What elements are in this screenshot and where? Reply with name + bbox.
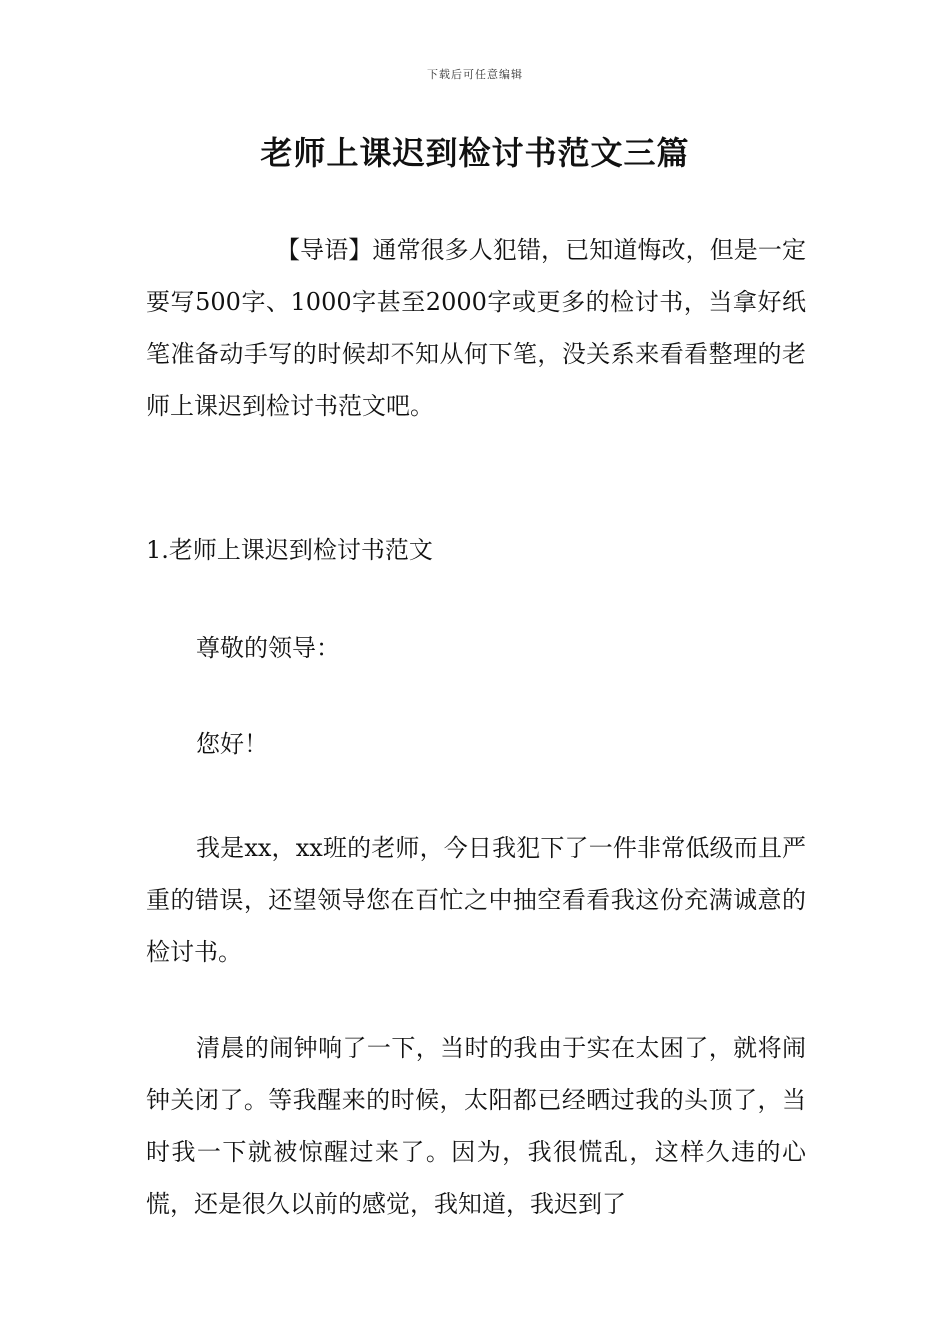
body-paragraph-1: 我是xx，xx班的老师，今日我犯下了一件非常低级而且严重的错误，还望领导您在百忙之中抽空看看我这份充满诚意的检讨书。	[146, 834, 806, 966]
body-paragraph-2: 清晨的闹钟响了一下，当时的我由于实在太困了，就将闹钟关闭了。等我醒来的时候，太阳都已经晒过我的头顶了，当时我一下就被惊醒过来了。因为，我很慌乱，这样久违的心慌，还是很久以前的感觉，我知道，我迟到了	[146, 1034, 806, 1218]
header-note: 下载后可任意编辑	[427, 68, 523, 81]
salutation: 尊敬的领导：	[196, 634, 340, 662]
intro-paragraph: 【导语】通常很多人犯错，已知道悔改，但是一定要写500字、1000字甚至2000字或更多的检讨书，当拿好纸笔准备动手写的时候却不知从何下笔，没关系来看看整理的老师上课迟到检讨书范文吧。	[146, 236, 806, 420]
section-heading: 1.老师上课迟到检讨书范文	[146, 536, 433, 564]
document-title: 老师上课迟到检讨书范文三篇	[260, 134, 690, 172]
greeting: 您好！	[196, 730, 268, 758]
